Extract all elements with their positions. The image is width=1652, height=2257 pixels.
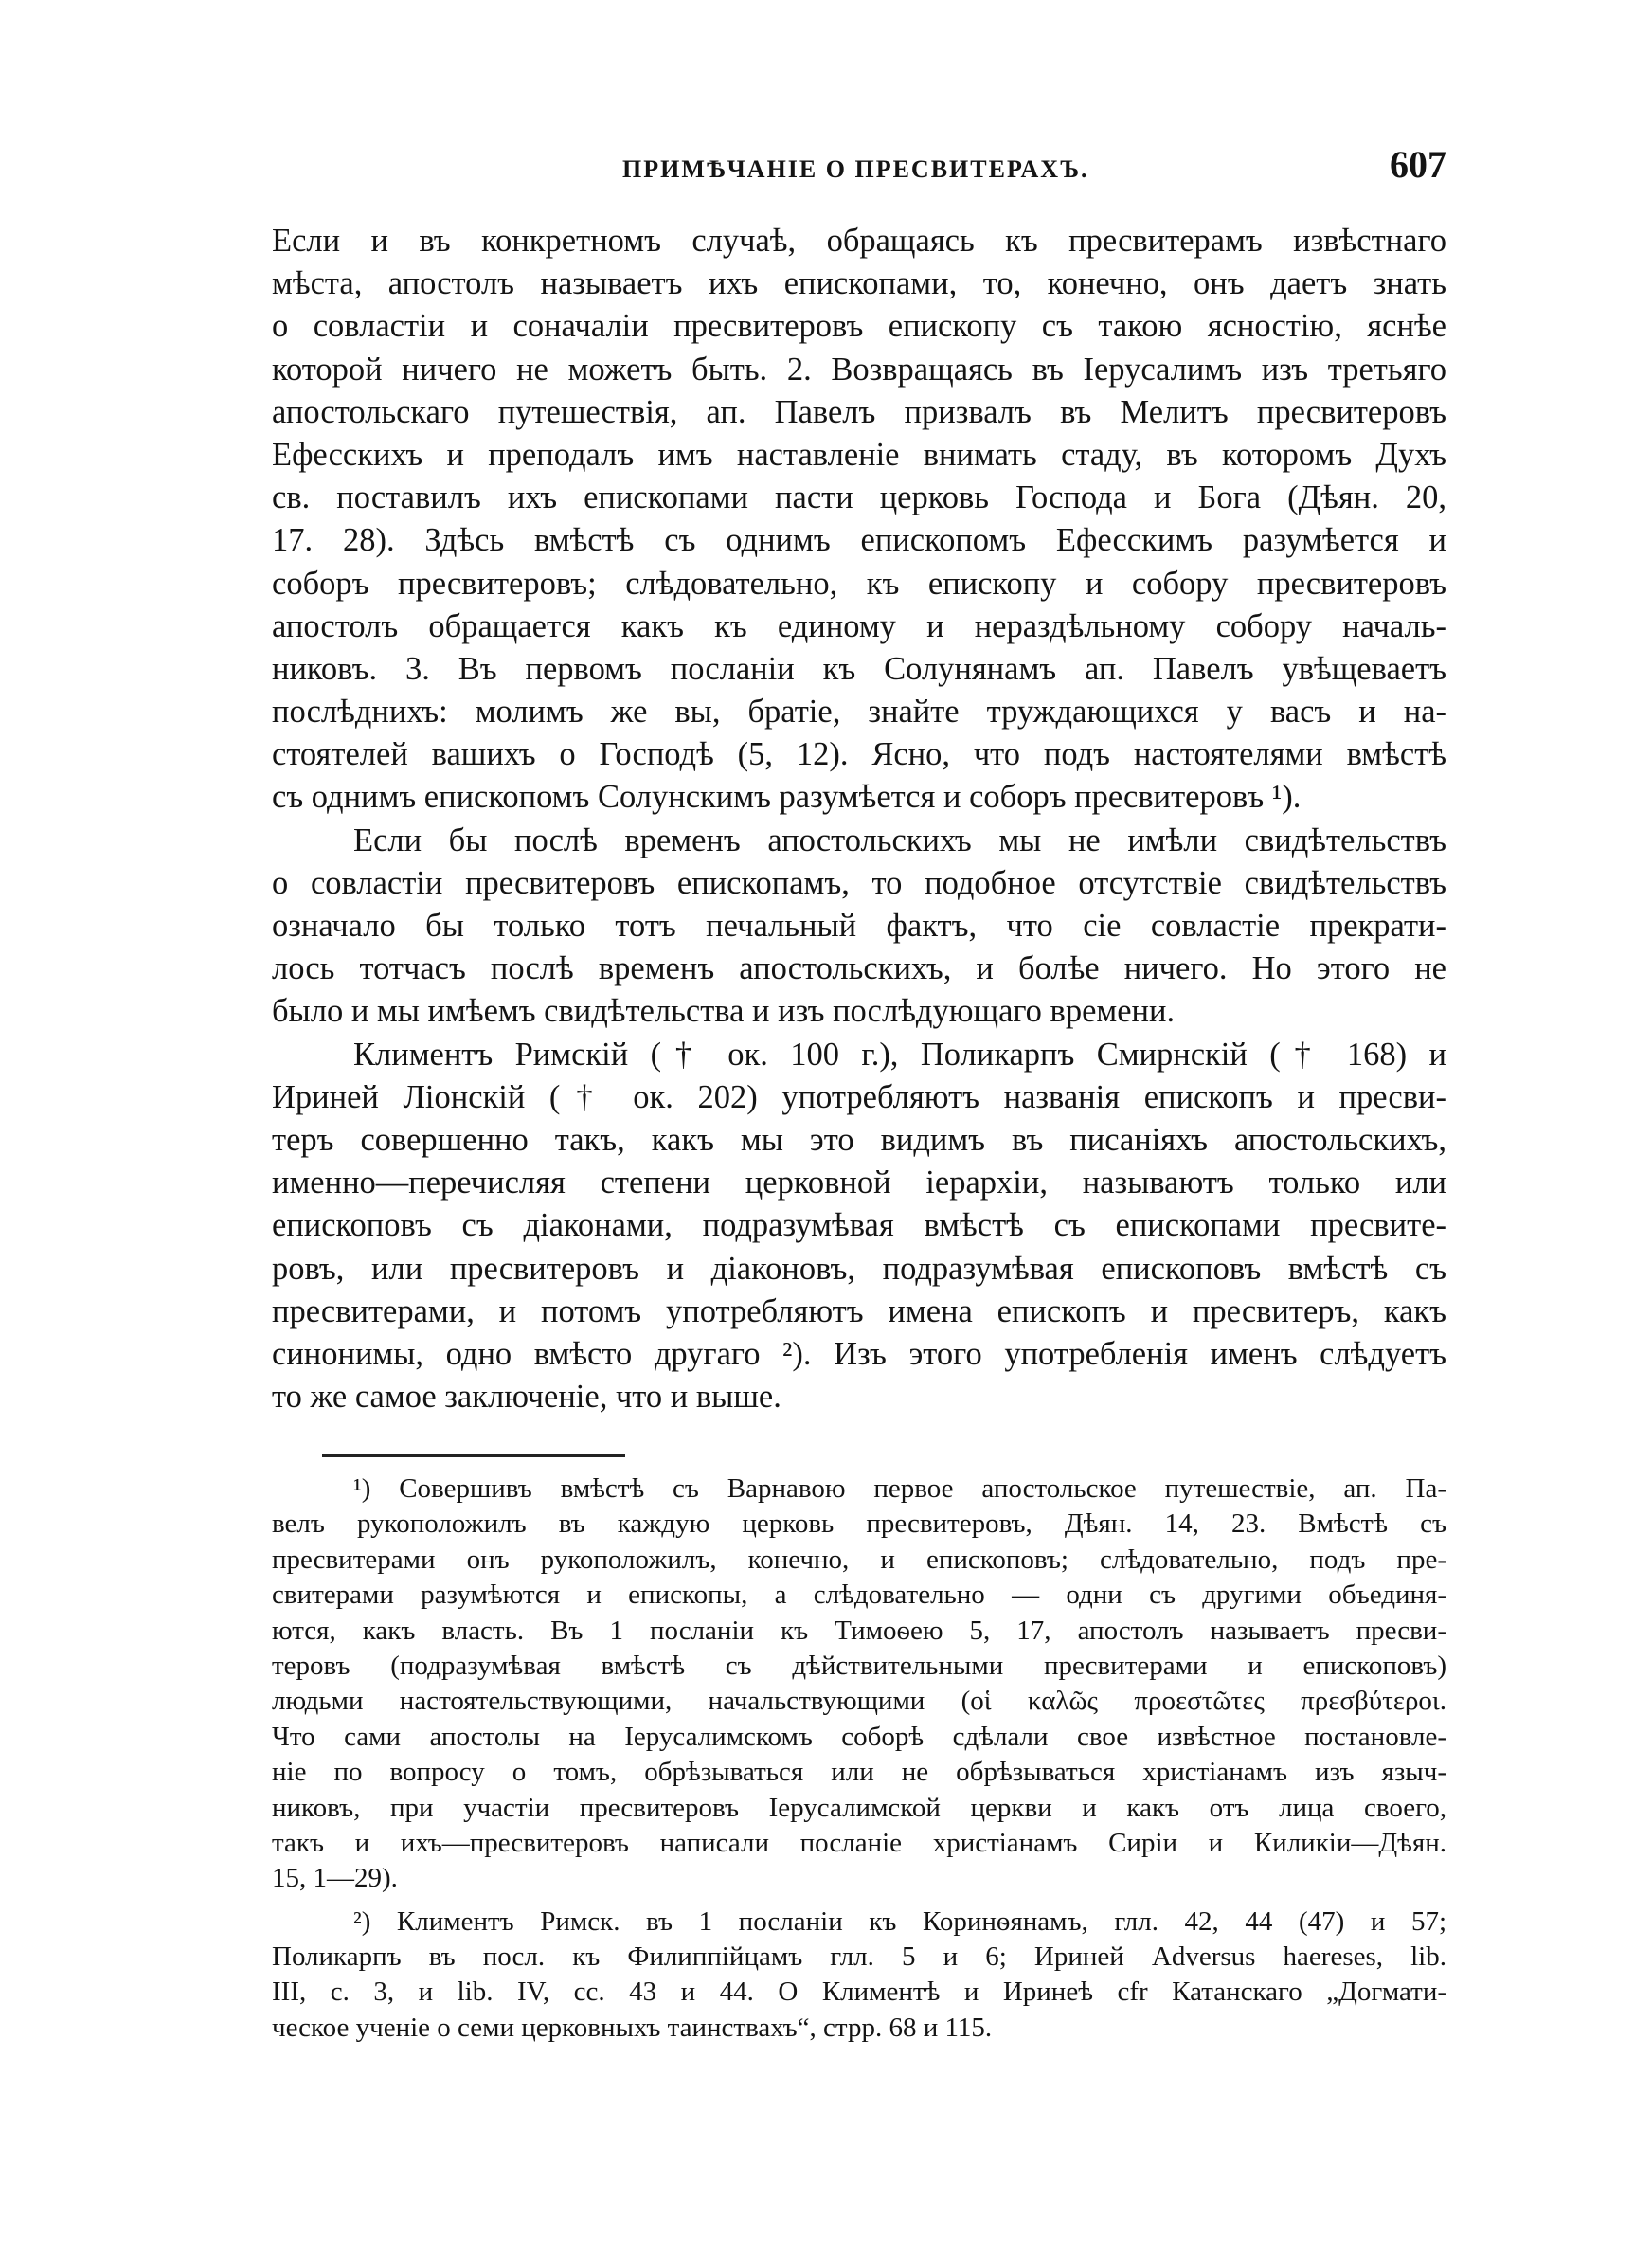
text-line: пресвитерами, и потомъ употребляютъ имена епископъ и пресвитеръ, какъ: [272, 1292, 1446, 1329]
text-line: мѣста, апостолъ называетъ ихъ епископами, то, конечно, онъ даетъ знать: [272, 265, 1446, 302]
text-line: ровъ, или пресвитеровъ и діаконовъ, подразумѣвая епископовъ вмѣстѣ съ: [272, 1250, 1446, 1287]
page-header: [272, 142, 1446, 190]
text-line: именно—перечисляя степени церковной іерархіи, называютъ только или: [272, 1165, 1446, 1201]
text-line: Если бы послѣ временъ апостольскихъ мы не имѣли свидѣтельствъ: [353, 822, 1446, 858]
text-line: епископовъ съ діаконами, подразумѣвая вмѣстѣ съ епископами пресвите-: [272, 1207, 1446, 1244]
text-line: велъ рукоположилъ въ каждую церковь пресвитеровъ, Дѣян. 14, 23. Вмѣстѣ съ: [272, 1508, 1446, 1540]
text-line: соборъ пресвитеровъ; слѣдовательно, къ епископу и собору пресвитеровъ: [272, 565, 1446, 602]
text-line: св. поставилъ ихъ епископами пасти церковь Господа и Бога (Дѣян. 20,: [272, 479, 1446, 516]
text-line: 15, 1—29).: [272, 1863, 398, 1894]
text-line: послѣднихъ: молимъ же вы, братіе, знайте труждающихся у васъ и на-: [272, 694, 1446, 731]
page-number: 607: [1390, 143, 1446, 186]
main-text: [272, 220, 1446, 1418]
text-line: лось тотчасъ послѣ временъ апостольскихъ, и болѣе ничего. Но этого не: [272, 950, 1446, 987]
text-line: свитерами разумѣются и епископы, а слѣдовательно — одни съ другими объединя-: [272, 1580, 1446, 1611]
footnote-1: [272, 1472, 1446, 1897]
text-line: 17. 28). Здѣсь вмѣстѣ съ однимъ епископомъ Ефесскимъ разумѣется и: [272, 522, 1446, 559]
text-line: пресвитерами онъ рукоположилъ, конечно, и епископовъ; слѣдовательно, подъ пре-: [272, 1544, 1446, 1575]
text-line: ²) Климентъ Римск. въ 1 посланіи къ Коринѳянамъ, глл. 42, 44 (47) и 57;: [353, 1905, 1446, 1937]
text-line: апостолъ обращается какъ къ единому и нераздѣльному собору началь-: [272, 607, 1446, 644]
text-line: теровъ (подразумѣвая вмѣстѣ съ дѣйствительными пресвитерами и епископовъ): [272, 1650, 1446, 1681]
text-line: апостольскаго путешествія, ап. Павелъ призвалъ въ Мелитъ пресвитеровъ: [272, 393, 1446, 430]
text-line: ческое ученіе о семи церковныхъ таинствахъ“, стрр. 68 и 115.: [272, 2012, 993, 2043]
text-line: ніе по вопросу о томъ, обрѣзываться или не обрѣзываться христіанамъ изъ языч-: [272, 1757, 1446, 1788]
text-line: стоятелей вашихъ о Господѣ (5, 12). Ясно, что подъ настоятелями вмѣстѣ: [272, 736, 1446, 773]
text-line: Ефесскихъ и преподалъ имъ наставленіе внимать стаду, въ которомъ Духъ: [272, 436, 1446, 473]
text-line: Если и въ конкретномъ случаѣ, обращаясь къ пресвитерамъ извѣстнаго: [272, 223, 1446, 259]
text-line: ются, какъ власть. Въ 1 посланіи къ Тимоѳею 5, 17, апостолъ называетъ пресви-: [272, 1615, 1446, 1646]
text-line: Ириней Ліонскій († ок. 202) употребляютъ названія епископъ и пресви-: [272, 1078, 1446, 1115]
text-line: о совластіи пресвитеровъ епископамъ, то подобное отсутствіе свидѣтельствъ: [272, 864, 1446, 901]
footnote-separator: [322, 1454, 625, 1457]
text-line: синонимы, одно вмѣсто другаго ²). Изъ этого употребленія именъ слѣдуетъ: [272, 1335, 1446, 1372]
running-title: ПРИМѢЧАНІЕ О ПРЕСВИТЕРАХЪ.: [622, 155, 1089, 183]
text-line: никовъ, при участіи пресвитеровъ Іерусалимской церкви и какъ отъ лица своего,: [272, 1792, 1446, 1823]
text-line: Климентъ Римскій († ок. 100 г.), Поликарпъ Смирнскій († 168) и: [353, 1036, 1446, 1073]
text-line: такъ и ихъ—пресвитеровъ написали посланіе христіанамъ Сиріи и Киликіи—Дѣян.: [272, 1827, 1446, 1858]
text-line: которой ничего не можетъ быть. 2. Возвращаясь въ Іерусалимъ изъ третьяго: [272, 351, 1446, 388]
text-line: было и мы имѣемъ свидѣтельства и изъ послѣдующаго времени.: [272, 993, 1176, 1030]
text-line: Что сами апостолы на Іерусалимскомъ соборѣ сдѣлали свое извѣстное постановле-: [272, 1721, 1446, 1752]
text-line: Поликарпъ въ посл. къ Филиппійцамъ глл. 5 и 6; Ириней Adversus haereses, lib.: [272, 1941, 1446, 1973]
text-line: людьми настоятельствующими, начальствующими (οἱ καλῶς προεστῶτες πρεσβύτεροι.: [272, 1686, 1446, 1717]
text-line: никовъ. 3. Въ первомъ посланіи къ Солунянамъ ап. Павелъ увѣщеваетъ: [272, 650, 1446, 687]
text-line: то же самое заключеніе, что и выше.: [272, 1379, 781, 1416]
footnote-2: [272, 1905, 1446, 2047]
text-line: съ однимъ епископомъ Солунскимъ разумѣется и соборъ пресвитеровъ ¹).: [272, 779, 1302, 816]
text-line: III, c. 3, и lib. IV, cc. 43 и 44. О Климентѣ и Иринеѣ cfr Катанскаго „Догмати-: [272, 1977, 1446, 2008]
text-line: ¹) Совершивъ вмѣстѣ съ Варнавою первое апостольское путешествіе, ап. Па-: [353, 1473, 1446, 1504]
text-line: о совластіи и соначаліи пресвитеровъ епископу съ такою ясностію, яснѣе: [272, 308, 1446, 345]
text-line: теръ совершенно такъ, какъ мы это видимъ въ писаніяхъ апостольскихъ,: [272, 1121, 1446, 1158]
footnotes: [272, 1472, 1446, 2046]
text-line: означало бы только тотъ печальный фактъ, что сіе совластіе прекрати-: [272, 908, 1446, 944]
